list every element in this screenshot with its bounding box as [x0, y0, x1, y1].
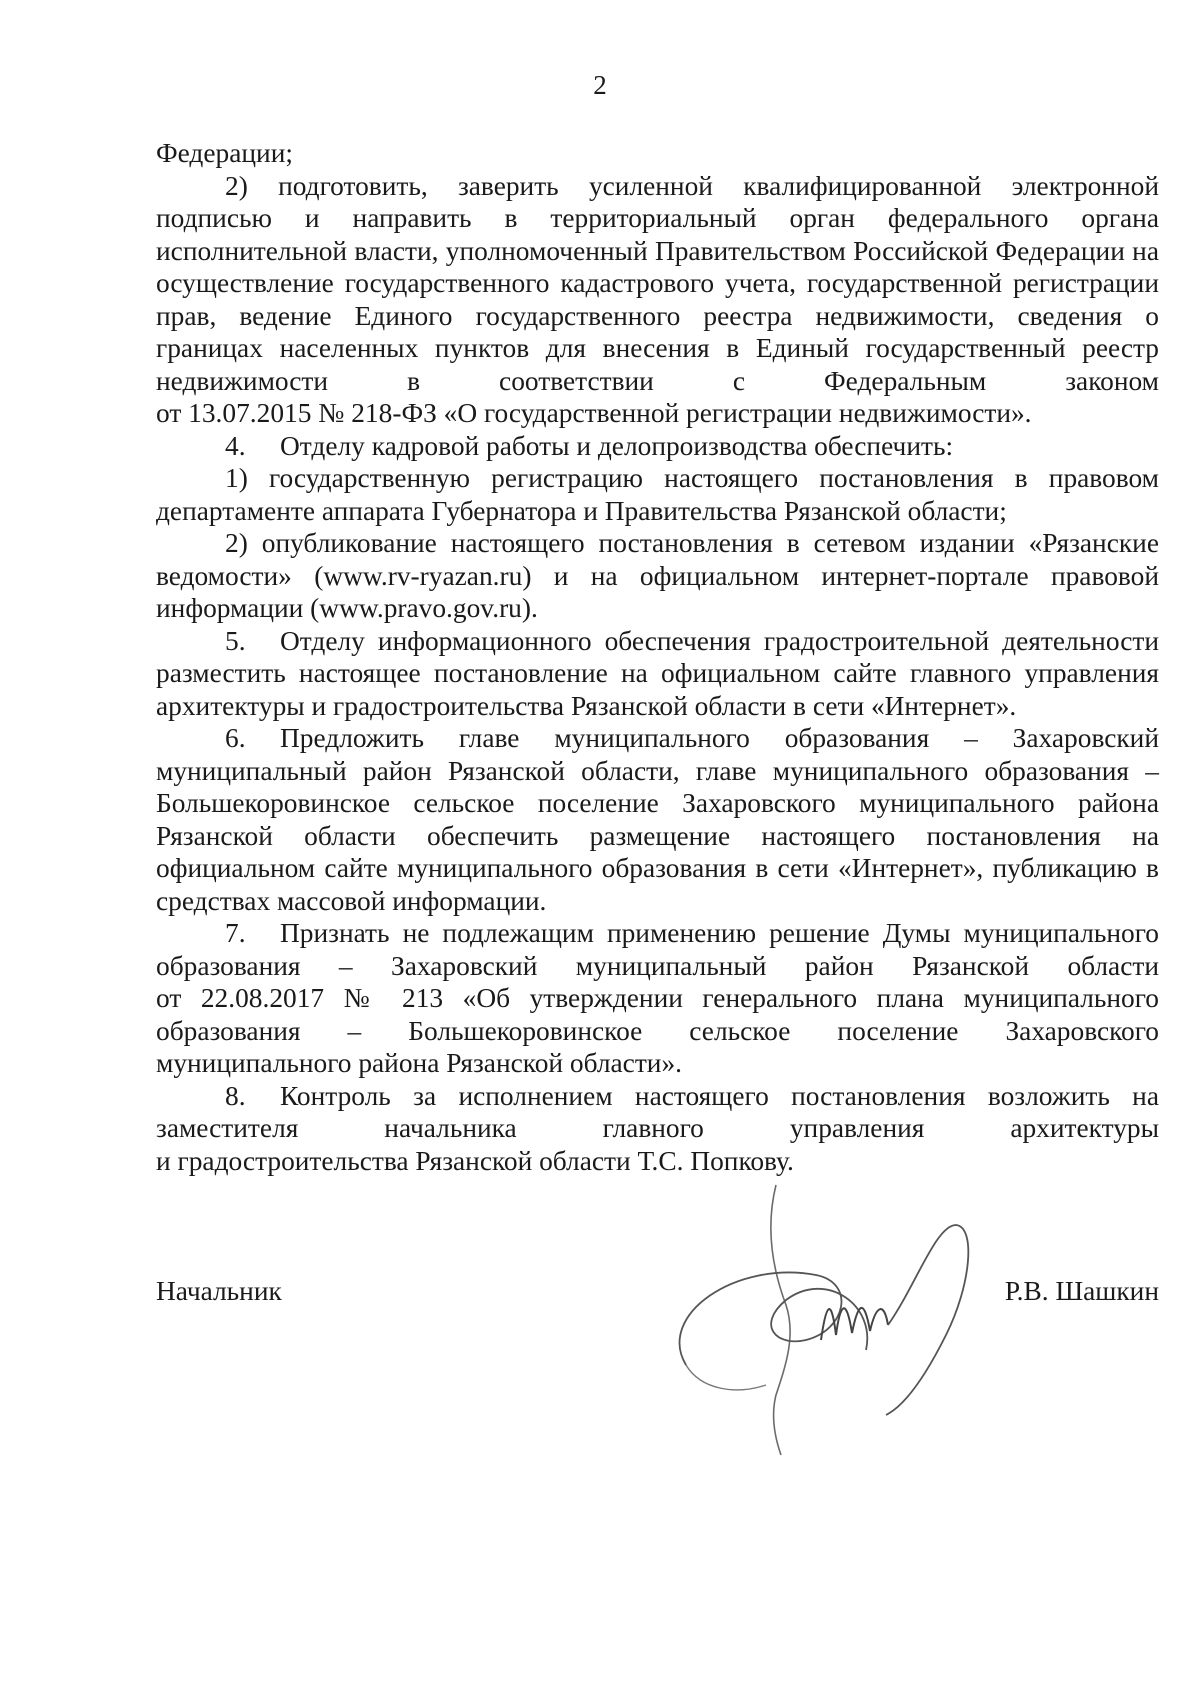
- handwritten-signature: [626, 1165, 1046, 1465]
- paragraph-text: Предложить главе муниципального образования – Захаровский муниципальный район Рязанской области, главе муниципального образования – Большекоровинское сельское поселение Захаровского муниципального района Рязанской области обеспечить размещение настоящего постановления на официальном сайте муниципального образования в сети «Интернет», публикацию в средствах массовой информации.: [156, 723, 1159, 916]
- paragraph-p6: [156, 722, 1159, 917]
- paragraph-text: Отделу кадровой работы и делопроизводства обеспечить:: [280, 430, 954, 461]
- document-body: [156, 137, 1159, 1177]
- paragraph-p4: [156, 527, 1159, 625]
- paragraph-text: Федерации;: [156, 138, 293, 168]
- signatory-name: Р.В. Шашкин: [1004, 1276, 1159, 1306]
- paragraph-p2: [156, 430, 1159, 463]
- paragraph-number: 8.: [225, 1080, 246, 1111]
- paragraph-number: 4.: [225, 430, 246, 461]
- paragraph-text: 2) подготовить, заверить усиленной квалифицированной электронной подписью и направить в территориальный орган федерального органа исполнительной власти, уполномоченный Правительством Российской Федерации на осуществление государственного кадастрового учета, государственной регистрации прав, ведение Единого государственного реестра недвижимости, сведения о границах населенных пунктов для внесения в Единый государственный реестр недвижимости в соответствии с Федеральным законом: [156, 170, 1159, 396]
- paragraph-text: от 22.08.2017 № 213 «Об утверждении генерального плана муниципального образования – Большекоровинское сельское поселение Захаровского муниципального района Рязанской области».: [156, 983, 1159, 1078]
- paragraph-text: Признать не подлежащим применению решение Думы муниципального образования – Захаровский муниципальный район Рязанской области: [156, 918, 1159, 981]
- paragraph-text: Контроль за исполнением настоящего постановления возложить на заместителя начальника главного управления архитектуры: [156, 1080, 1159, 1143]
- paragraph-p7b: [156, 982, 1159, 1080]
- paragraph-number: 5.: [225, 625, 246, 656]
- signatory-title: Начальник: [156, 1276, 282, 1306]
- page-number: 2: [593, 70, 607, 100]
- paragraph-p1: [156, 170, 1159, 398]
- paragraph-p3: [156, 462, 1159, 527]
- paragraph-p5: [156, 625, 1159, 723]
- paragraph-text: 2) опубликование настоящего постановления в сетевом издании «Рязанские ведомости» (www.rv-ryazan.ru) и на официальном интернет-портале правовой информации (www.pravo.gov.ru).: [156, 528, 1159, 623]
- paragraph-p8: [156, 1080, 1159, 1145]
- paragraph-text: от 13.07.2015 № 218-ФЗ «О государственной регистрации недвижимости».: [156, 398, 1032, 428]
- paragraph-p1b: [156, 397, 1159, 430]
- paragraph-number: 7.: [225, 918, 246, 948]
- paragraph-text: и градостроительства Рязанской области Т.С. Попкову.: [156, 1145, 794, 1176]
- paragraph-text: 1) государственную регистрацию настоящего постановления в правовом департаменте аппарата Губернатора и Правительства Рязанской области;: [156, 463, 1159, 526]
- paragraph-number: 6.: [225, 723, 246, 753]
- paragraph-text: Отделу информационного обеспечения градостроительной деятельности разместить настоящее постановление на официальном сайте главного управления архитектуры и градостроительства Рязанской области в сети «Интернет».: [156, 625, 1159, 721]
- paragraph-p0: [156, 137, 1159, 170]
- paragraph-p7: [156, 917, 1159, 982]
